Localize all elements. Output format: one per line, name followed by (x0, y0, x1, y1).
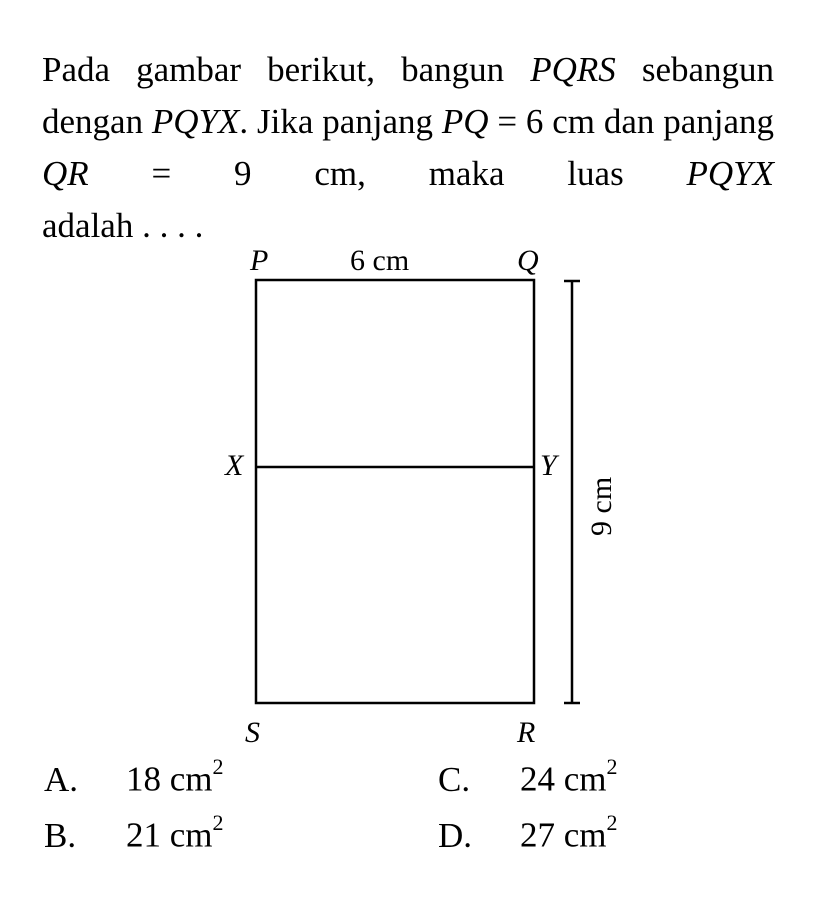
shape-pqyx: PQYX (151, 102, 240, 141)
option-c-letter: C. (438, 759, 471, 799)
label-side-measure: 9 cm (585, 476, 618, 536)
question-line2-a: dengan (42, 102, 144, 141)
option-a[interactable] (44, 754, 224, 800)
rectangle-pqrs (256, 280, 534, 703)
option-b-letter: B. (44, 815, 77, 855)
option-a-letter: A. (44, 759, 79, 799)
label-top-measure: 6 cm (350, 244, 410, 277)
shape-pqyx-2: PQYX (686, 154, 775, 193)
label-p: P (250, 244, 269, 277)
question-line3-a: dan panjang (603, 102, 775, 141)
option-d[interactable] (438, 810, 618, 856)
option-d-letter: D. (438, 815, 473, 855)
option-c[interactable] (438, 754, 618, 800)
segment-qr: QR (42, 154, 89, 193)
question-line2-c: = 6 cm (497, 102, 596, 141)
question-line4: adalah . . . . (42, 206, 204, 245)
option-d-value: 27 cm (520, 815, 607, 855)
label-r: R (517, 716, 536, 749)
question-line1-b: sebangun (641, 50, 775, 89)
segment-pq: PQ (441, 102, 489, 141)
option-b[interactable] (44, 810, 224, 856)
option-a-value: 18 cm (126, 759, 213, 799)
option-d-exponent: 2 (606, 810, 618, 835)
label-y: Y (540, 449, 557, 482)
shape-pqrs: PQRS (530, 50, 616, 89)
label-x: X (225, 449, 244, 482)
question-line2-b: . Jika panjang (239, 102, 434, 141)
option-b-value: 21 cm (126, 815, 213, 855)
option-a-exponent: 2 (212, 754, 224, 779)
option-c-value: 24 cm (520, 759, 607, 799)
question-line3-b: = 9 cm, maka luas (151, 154, 624, 193)
option-b-exponent: 2 (212, 810, 224, 835)
label-q: Q (517, 244, 539, 277)
label-s: S (245, 716, 260, 749)
option-c-exponent: 2 (606, 754, 618, 779)
question-line1-a: Pada gambar berikut, bangun (42, 50, 505, 89)
